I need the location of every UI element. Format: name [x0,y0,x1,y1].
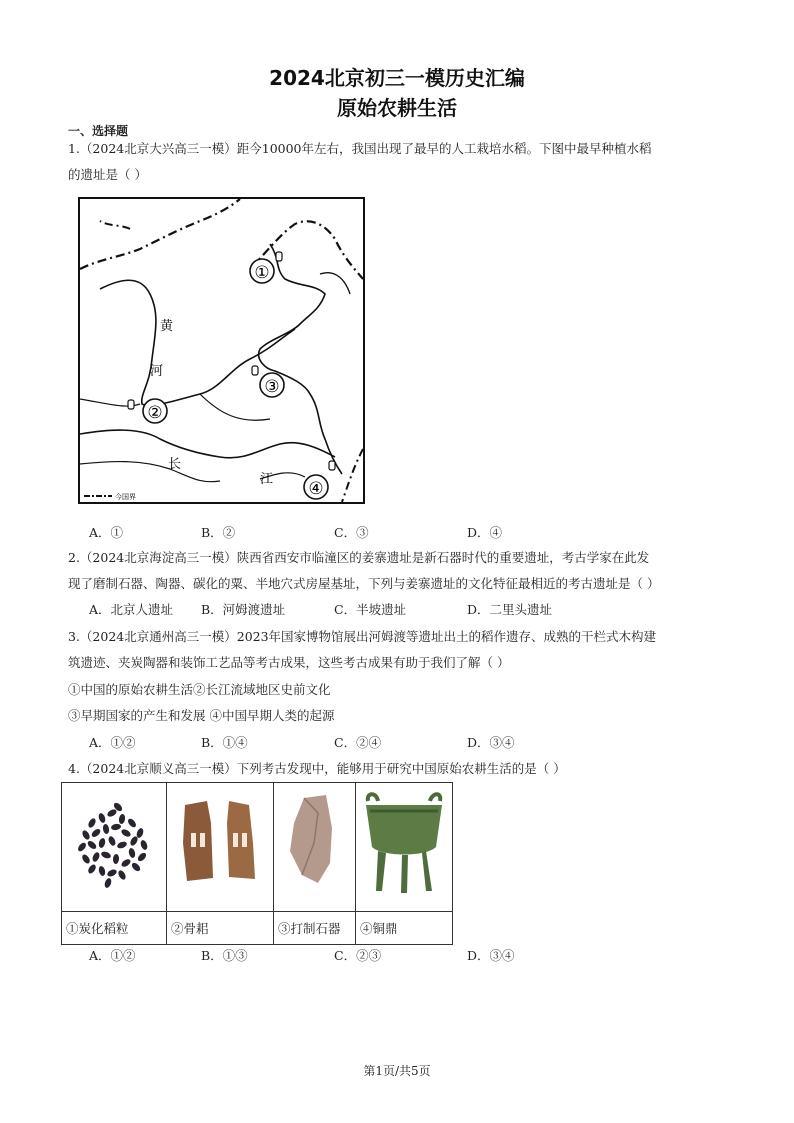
q1-option-c[interactable]: C．③ [334,525,369,540]
q3-option-b[interactable]: B．①④ [201,735,248,750]
document-subtitle: 原始农耕生活 [337,96,457,120]
map-legend: 今国界 [115,493,136,501]
caption-bone-spade: ②骨耜 [167,912,274,945]
q2-option-b[interactable]: B．河姆渡遗址 [201,602,286,617]
artifact-image-chipped-stone [274,783,356,912]
q2-option-c[interactable]: C．半坡遗址 [334,602,407,617]
label-chang: 长 [168,457,182,472]
q4-option-a[interactable]: A．①② [89,948,136,963]
q4-stem-line1: 4.（2024北京顺义高三一模）下列考古发现中，能够用于研究中国原始农耕生活的是（ ） [68,761,566,776]
document-title: 2024北京初三一模历史汇编 [269,66,525,90]
carbonized-rice-icon [62,783,166,907]
bronze-ding-icon [356,783,452,907]
chipped-stone-icon [274,783,355,907]
q3-stem-line2: 筑遗迹、夹炭陶器和装饰工艺品等考古成果，这些考古成果有助于我们了解（ ） [68,655,510,670]
label-huang: 黄 [160,319,174,334]
section-heading: 一、选择题 [68,124,129,138]
q2-option-d[interactable]: D．二里头遗址 [467,602,553,617]
marker-4: ④ [308,479,324,499]
q2-option-a[interactable]: A．北京人遗址 [89,602,174,617]
q4-artifact-table [61,782,453,945]
q3-statement-3-4: ③早期国家的产生和发展 ④中国早期人类的起源 [68,708,335,723]
bone-spade-icon [167,783,273,907]
artifact-image-bronze-ding [356,783,453,912]
marker-2: ② [147,403,163,423]
q3-statement-1-2: ①中国的原始农耕生活②长江流域地区史前文化 [68,682,331,697]
label-he: 河 [150,364,164,379]
q1-stem-line2: 的遗址是（ ） [68,167,147,182]
q3-option-d[interactable]: D．③④ [467,735,515,750]
q1-option-a[interactable]: A．① [89,525,124,540]
caption-rice: ①炭化稻粒 [62,912,167,945]
q2-stem-line2: 现了磨制石器、陶器、碳化的粟、半地穴式房屋基址，下列与姜寨遗址的文化特征最相近的考古遗址是（ ） [68,576,660,591]
q4-option-d[interactable]: D．③④ [467,948,515,963]
q1-stem-line1: 1.（2024北京大兴高三一模）距今10000年左右，我国出现了最早的人工栽培水稻。下图中最早种植水稻 [68,141,652,156]
page-number: 第1页/共5页 [363,1064,431,1078]
q2-stem-line1: 2.（2024北京海淀高三一模）陕西省西安市临潼区的姜寨遗址是新石器时代的重要遗址，考古学家在此发 [68,550,650,565]
label-jiang: 江 [260,472,274,487]
q3-stem-line1: 3.（2024北京通州高三一模）2023年国家博物馆展出河姆渡等遗址出土的稻作遗存、成熟的干栏式木构建 [68,629,657,644]
q4-option-b[interactable]: B．①③ [201,948,248,963]
marker-1: ① [254,263,270,283]
q1-option-d[interactable]: D．④ [467,525,503,540]
caption-bronze-ding: ④铜鼎 [356,912,453,945]
artifact-image-rice [62,783,167,912]
q3-option-c[interactable]: C．②④ [334,735,382,750]
china-map-drawing [80,199,363,502]
q1-map [78,197,365,504]
q1-option-b[interactable]: B．② [201,525,236,540]
q3-option-a[interactable]: A．①② [89,735,136,750]
artifact-image-bone-spade [167,783,274,912]
q4-option-c[interactable]: C．②③ [334,948,382,963]
caption-chipped-stone: ③打制石器 [274,912,356,945]
marker-3: ③ [264,377,280,397]
